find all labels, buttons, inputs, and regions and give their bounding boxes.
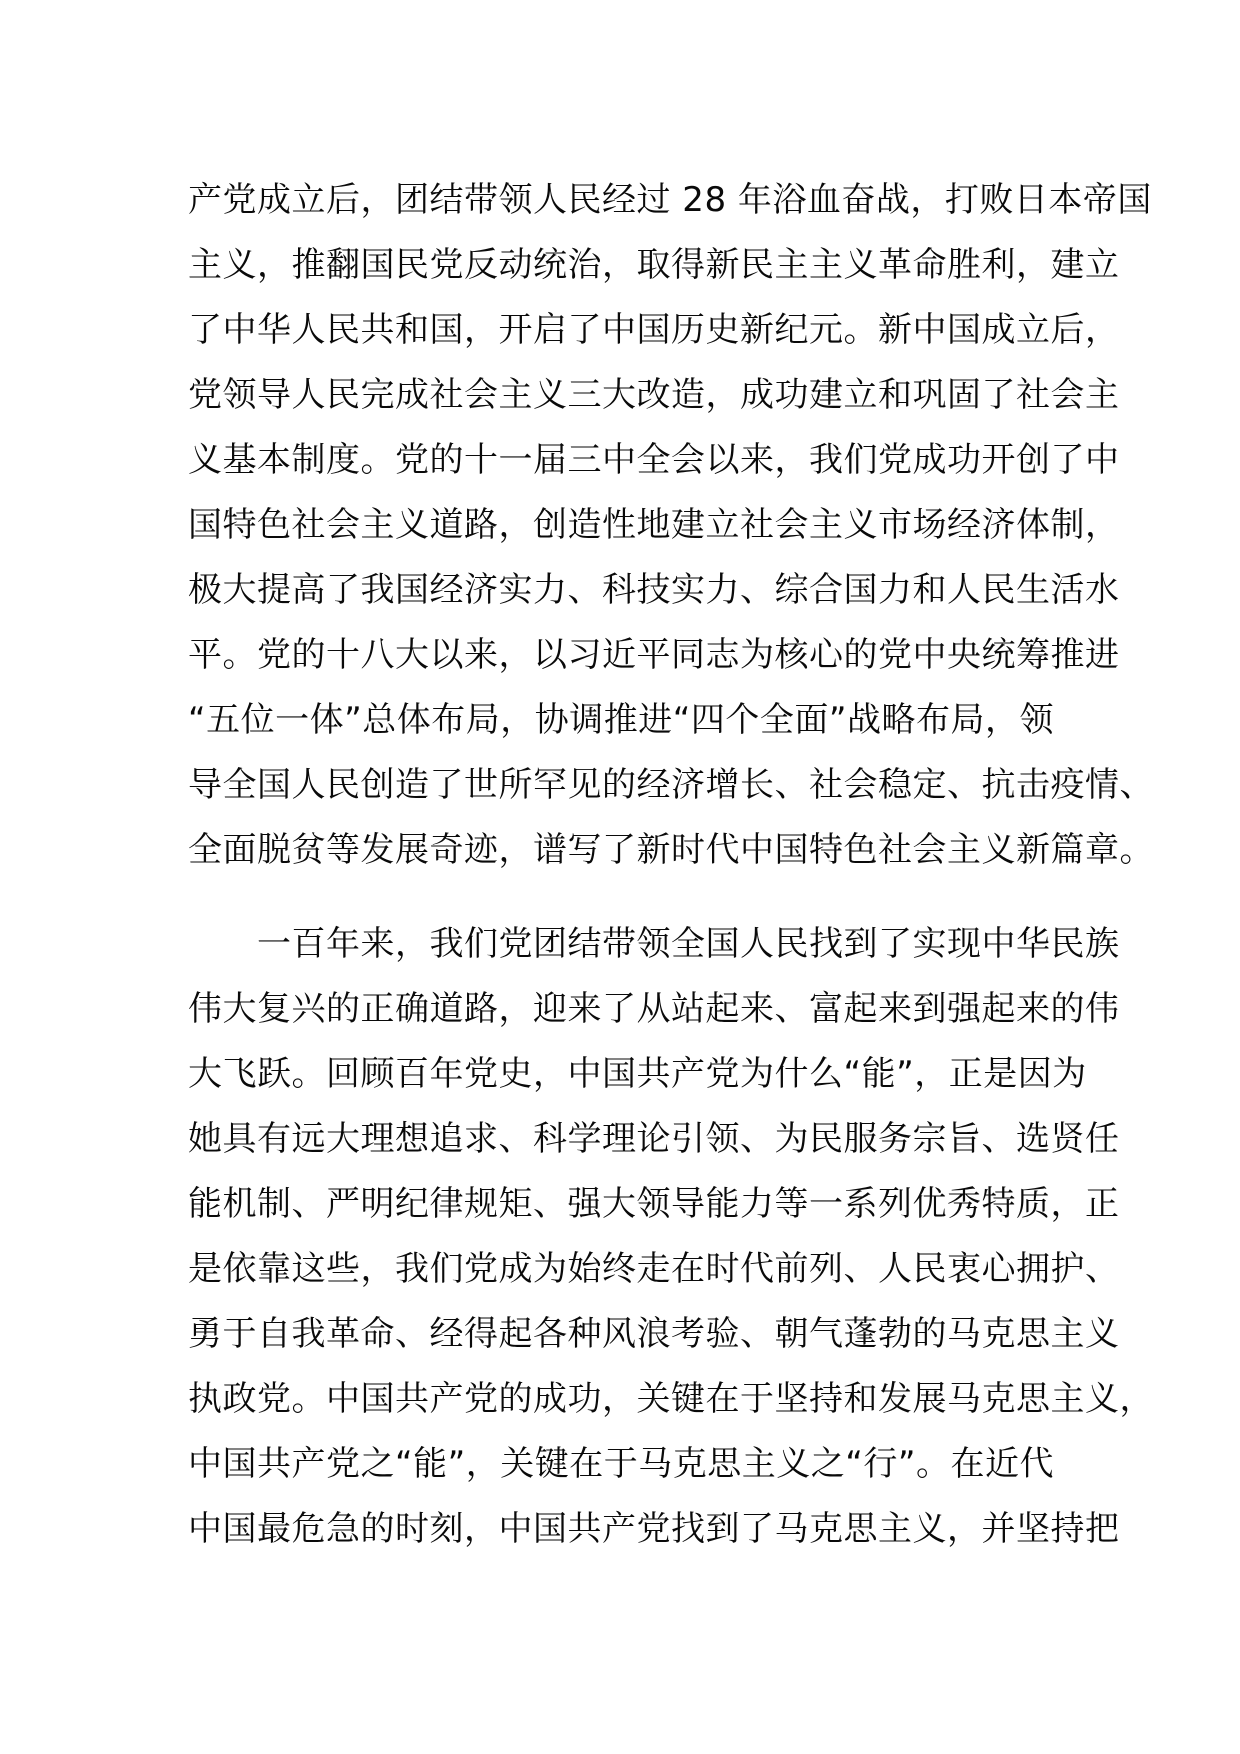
text-line: “五位一体”总体布局，协调推进“四个全面”战略布局，领 [188, 700, 1054, 740]
text-line: 国特色社会主义道路，创造性地建立社会主义市场经济体制， [188, 505, 1120, 545]
paragraph-1 [188, 168, 1154, 883]
text-line: 中国最危急的时刻，中国共产党找到了马克思主义，并坚持把 [188, 1509, 1120, 1549]
text-line: 中国共产党之“能”，关键在于马克思主义之“行”。在近代 [188, 1444, 1054, 1484]
text-line: 她具有远大理想追求、科学理论引领、为民服务宗旨、选贤任 [188, 1119, 1120, 1159]
paragraph-2 [188, 912, 1154, 1562]
text-line: 主义，推翻国民党反动统治，取得新民主主义革命胜利，建立 [188, 245, 1120, 285]
text-line: 全面脱贫等发展奇迹，谱写了新时代中国特色社会主义新篇章。 [188, 830, 1154, 870]
text-line: 极大提高了我国经济实力、科技实力、综合国力和人民生活水 [188, 570, 1120, 610]
text-line: 义基本制度。党的十一届三中全会以来，我们党成功开创了中 [188, 440, 1120, 480]
text-line: 执政党。中国共产党的成功，关键在于坚持和发展马克思主义， [188, 1379, 1154, 1419]
text-line: 伟大复兴的正确道路，迎来了从站起来、富起来到强起来的伟 [188, 989, 1120, 1029]
text-line: 一百年来，我们党团结带领全国人民找到了实现中华民族 [188, 924, 1120, 964]
text-line: 党领导人民完成社会主义三大改造，成功建立和巩固了社会主 [188, 375, 1120, 415]
text-line: 了中华人民共和国，开启了中国历史新纪元。新中国成立后， [188, 310, 1120, 350]
text-line: 大飞跃。回顾百年党史，中国共产党为什么“能”，正是因为 [188, 1054, 1087, 1094]
text-line: 产党成立后，团结带领人民经过 28 年浴血奋战，打败日本帝国 [188, 180, 1152, 220]
text-line: 导全国人民创造了世所罕见的经济增长、社会稳定、抗击疫情、 [188, 765, 1154, 805]
text-line: 勇于自我革命、经得起各种风浪考验、朝气蓬勃的马克思主义 [188, 1314, 1120, 1354]
text-line: 平。党的十八大以来，以习近平同志为核心的党中央统筹推进 [188, 635, 1120, 675]
text-line: 是依靠这些，我们党成为始终走在时代前列、人民衷心拥护、 [188, 1249, 1120, 1289]
text-line: 能机制、严明纪律规矩、强大领导能力等一系列优秀特质，正 [188, 1184, 1120, 1224]
